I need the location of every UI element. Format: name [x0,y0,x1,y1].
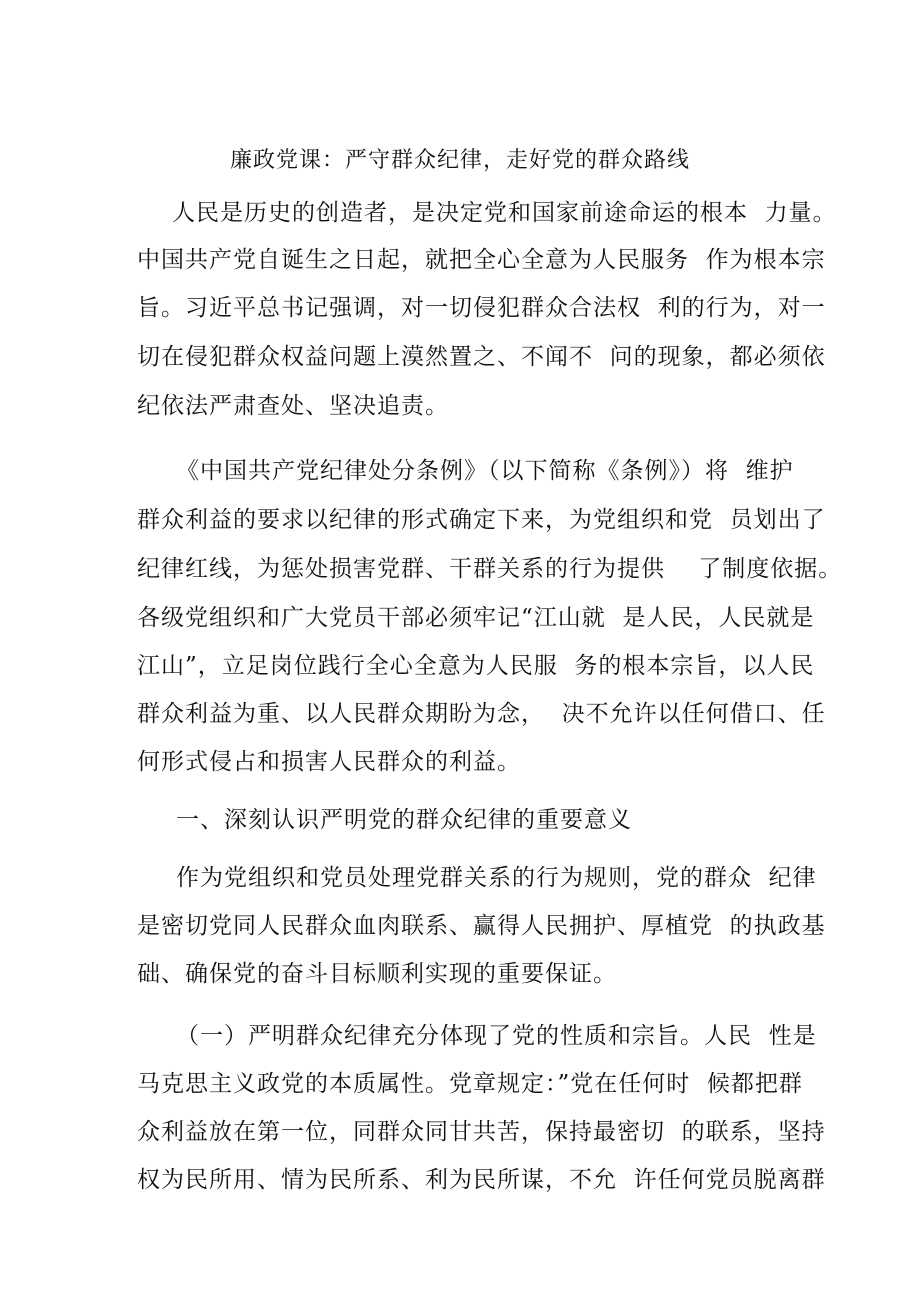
paragraph-1-line-3: 旨。习近平总书记强调，对一切侵犯群众合法权 利的行为，对一 [137,295,826,321]
paragraph-4-line-1: （一）严明群众纪律充分体现了党的性质和宗旨。人民 性是 [176,1023,817,1049]
paragraph-2-line-2: 群众利益的要求以纪律的形式确定下来，为党组织和党 员划出了 [137,507,826,533]
paragraph-1-line-2: 中国共产党自诞生之日起，就把全心全意为人民服务 作为根本宗 [137,247,826,273]
document-title: 廉政党课：严守群众纪律，走好党的群众路线 [229,148,690,173]
paragraph-3-line-1: 作为党组织和党员处理党群关系的行为规则，党的群众 纪律 [176,865,817,891]
paragraph-1-line-1: 人民是历史的创造者，是决定党和国家前途命运的根本 力量。 [172,200,837,226]
paragraph-4-line-4: 权为民所用、情为民所系、利为民所谋，不允 许任何党员脱离群 [137,1167,826,1193]
paragraph-2-line-4: 各级党组织和广大党员干部必须牢记“江山就 是人民，人民就是 [137,605,815,631]
section-heading-1: 一、深刻认识严明党的群众纪律的重要意义 [176,807,632,833]
paragraph-1-line-5: 纪依法严肃查处、坚决追责。 [137,393,449,419]
paragraph-4-line-2: 马克思主义政党的本质属性。党章规定：”党在任何时 候都把群 [137,1071,803,1097]
paragraph-2-line-7: 何形式侵占和损害人民群众的利益。 [137,749,521,775]
paragraph-1-line-4: 切在侵犯群众权益问题上漠然置之、不闻不 问的现象，都必须依 [137,344,826,370]
paragraph-2-line-6: 群众利益为重、以人民群众期盼为念， 决不允许以任何借口、任 [137,701,826,727]
paragraph-2-line-1: 《中国共产党纪律处分条例》（以下简称《条例》）将 维护 [176,458,794,484]
paragraph-2-line-5: 江山”，立足岗位践行全心全意为人民服 务的根本宗旨，以人民 [137,653,815,679]
paragraph-3-line-2: 是密切党同人民群众血肉联系、赢得人民拥护、厚植党 的执政基 [137,913,826,939]
paragraph-2-line-3: 纪律红线，为惩处损害党群、干群关系的行为提供 了制度依据。 [137,556,843,582]
paragraph-4-line-3: 众利益放在第一位，同群众同甘共苦，保持最密切 的联系，坚持 [137,1119,826,1145]
paragraph-3-line-3: 础、确保党的奋斗目标顺利实现的重要保证。 [137,961,617,987]
